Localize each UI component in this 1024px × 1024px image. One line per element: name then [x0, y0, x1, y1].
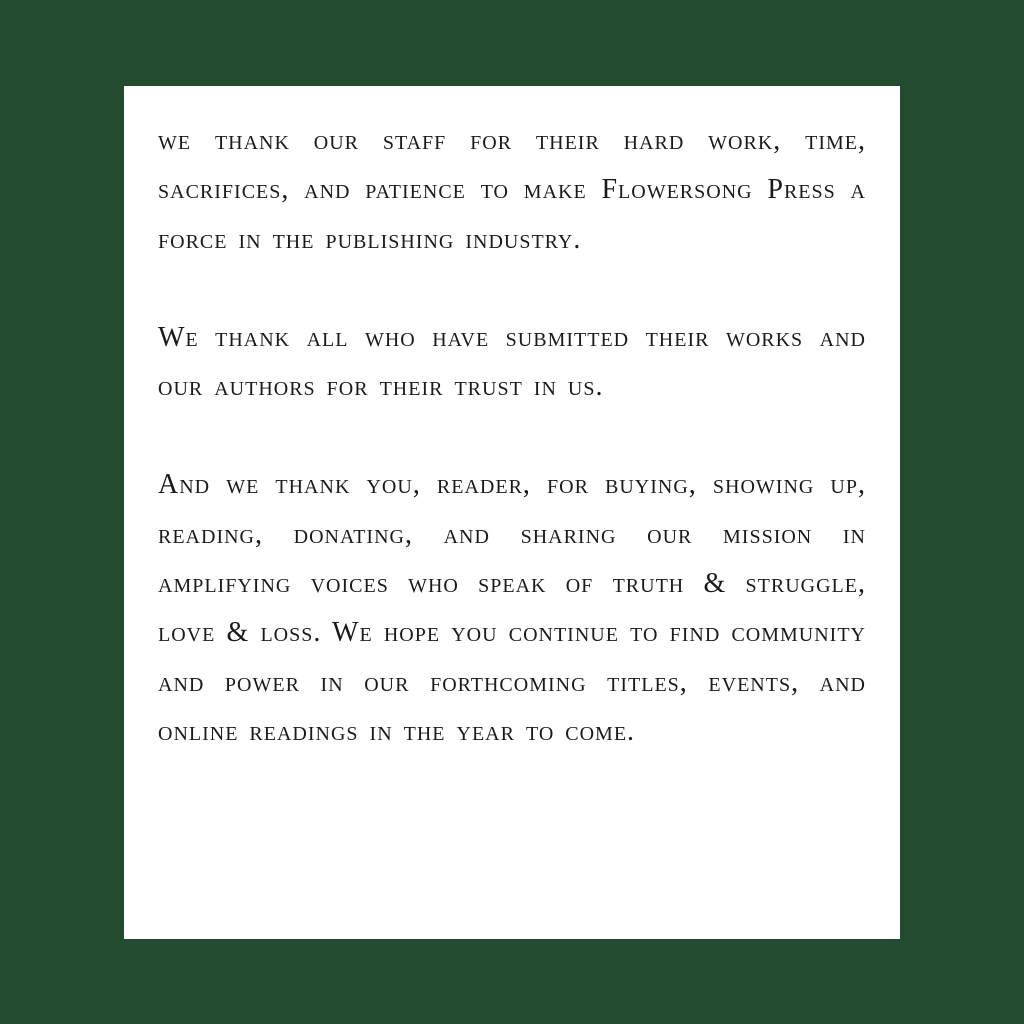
paragraph-authors-thanks: We thank all who have submitted their works and our authors for their trust in us.	[158, 321, 866, 403]
paragraph-staff-thanks: we thank our staff for their hard work, time, sacrifices, and patience to make Flowersong Press a force in the publishing industry.	[158, 125, 866, 255]
paragraph-reader-thanks: And we thank you, reader, for buying, showing up, reading, donating, and sharing our mission in amplifying voices who speak of truth & struggle, love & loss. We hope you continue to find community and power in our forthcoming titles, events, and online readings in the year to come.	[158, 469, 866, 747]
acknowledgments-card	[124, 86, 900, 939]
